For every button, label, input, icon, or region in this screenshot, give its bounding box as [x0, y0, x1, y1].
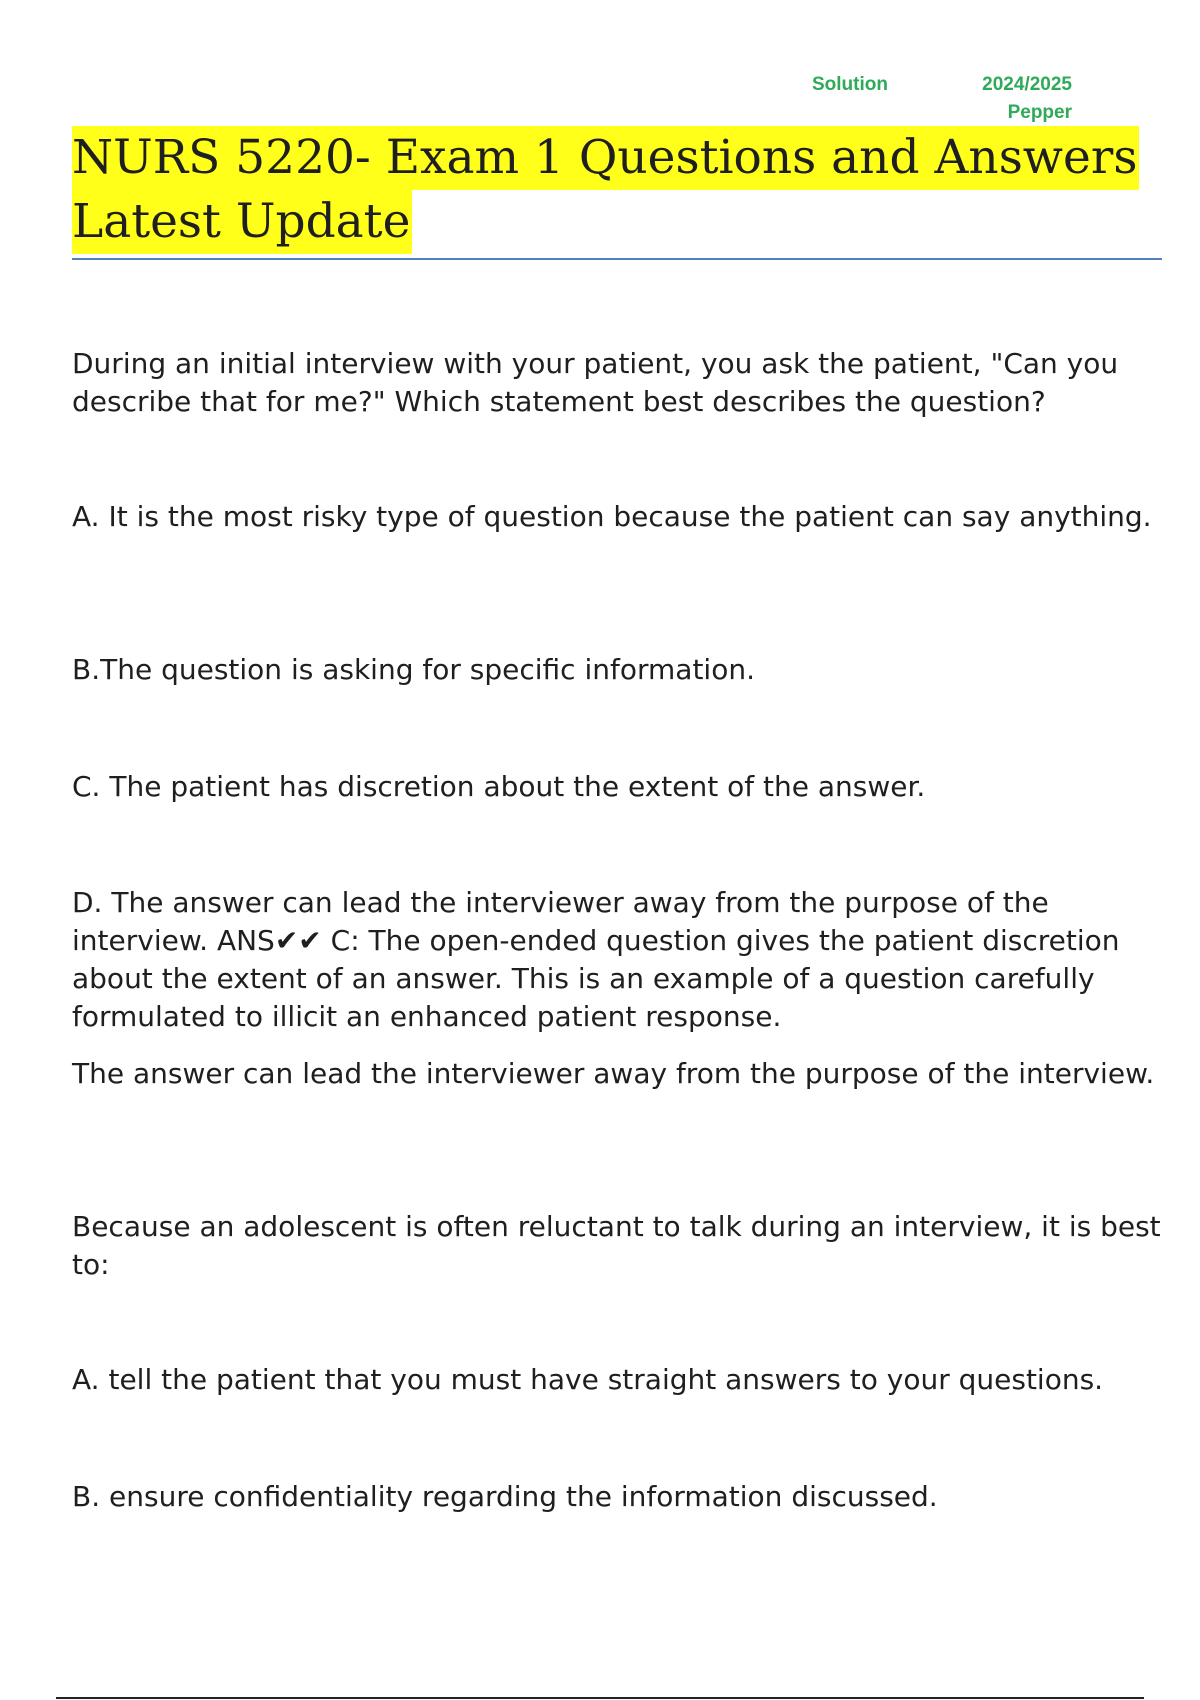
document-title — [72, 126, 1162, 254]
question-1-option-a: A. It is the most risky type of question because the patient can say anything. — [72, 500, 1152, 533]
document-header-meta — [812, 72, 1072, 132]
title-line-2: Latest Update — [72, 190, 412, 254]
question-1-note: The answer can lead the interviewer away from the purpose of the interview. — [72, 1057, 1155, 1090]
title-block — [72, 126, 1162, 254]
footer-rule — [56, 1697, 1144, 1699]
question-2-option-b: B. ensure confidentiality regarding the information discussed. — [72, 1480, 938, 1513]
title-line-1: NURS 5220- Exam 1 Questions and Answers — [72, 126, 1139, 190]
question-2-prompt: Because an adolescent is often reluctant to talk during an interview, it is best to: — [72, 1210, 1161, 1281]
title-underline-rule — [72, 258, 1162, 260]
header-solution-label: Solution — [812, 74, 888, 95]
header-year: 2024/2025 — [982, 74, 1072, 95]
question-2-option-a: A. tell the patient that you must have straight answers to your questions. — [72, 1363, 1104, 1396]
question-1-option-c: C. The patient has discretion about the extent of the answer. — [72, 770, 926, 803]
question-1-option-d-answer: D. The answer can lead the interviewer away from the purpose of the interview. ANS✔✔ C: The open-ended question gives the patient discretion about the extent of an answer. This is an example of a question carefully formulated to illicit an enhanced patient response. — [72, 886, 1120, 1033]
question-1-prompt: During an initial interview with your patient, you ask the patient, "Can you describe that for me?" Which statement best describes the question? — [72, 347, 1119, 418]
question-1-option-b: B.The question is asking for specific information. — [72, 653, 755, 686]
header-author: Pepper — [1007, 102, 1072, 123]
